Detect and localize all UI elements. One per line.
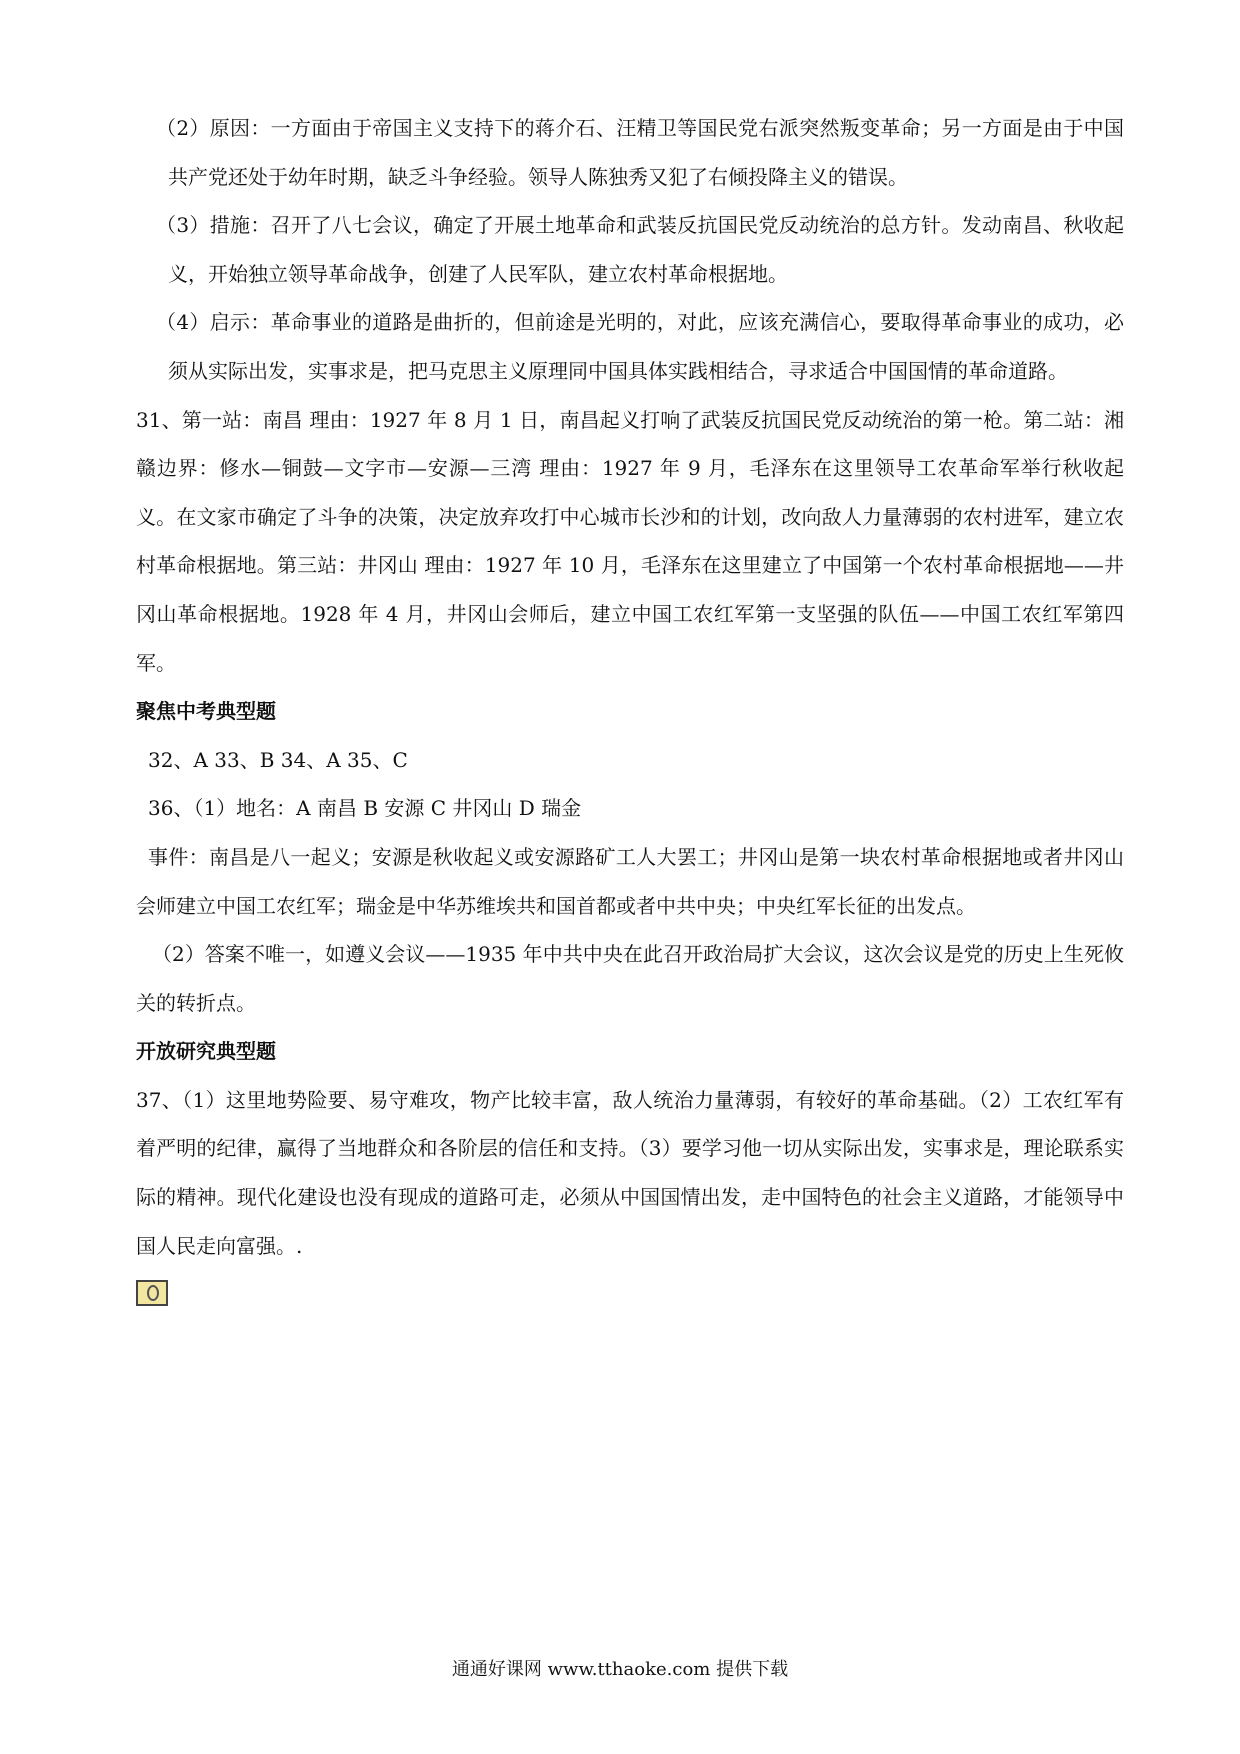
answer-36-part-2: （2）答案不唯一，如遵义会议——1935 年中共中央在此召开政治局扩大会议，这次会议是党的历史上生死攸关的转折点。 <box>136 942 1124 1015</box>
answer-part-2: （2）原因：一方面由于帝国主义支持下的蒋介石、汪精卫等国民党右派突然叛变革命；另一方面是由于中国共产党还处于幼年时期，缺乏斗争经验。领导人陈独秀又犯了右倾投降主义的错误。 <box>156 116 1124 189</box>
answer-36-part-1: 36、（1）地名：A 南昌 B 安源 C 井冈山 D 瑞金 <box>148 796 582 821</box>
answer-36-events: 事件：南昌是八一起义；安源是秋收起义或安源路矿工人大罢工；井冈山是第一块农村革命根据地或者井冈山会师建立中国工农红军；瑞金是中华苏维埃共和国首都或者中共中央；中央红军长征的出发点。 <box>136 844 1124 918</box>
embedded-object-icon[interactable] <box>136 1270 1124 1324</box>
section-heading-focus: 聚焦中考典型题 <box>136 699 276 724</box>
answer-part-3: （3）措施：召开了八七会议，确定了开展土地革命和武装反抗国民党反动统治的总方针。发动南昌、秋收起义，开始独立领导革命战争，创建了人民军队，建立农村革命根据地。 <box>156 213 1124 286</box>
section-heading-open-research: 开放研究典型题 <box>136 1039 276 1064</box>
document-body <box>136 104 1124 1324</box>
answer-part-4: （4）启示：革命事业的道路是曲折的，但前途是光明的，对此，应该充满信心，要取得革命事业的成功，必须从实际出发，实事求是，把马克思主义原理同中国具体实践相结合，寻求适合中国国情的革命道路。 <box>156 310 1124 383</box>
answer-32-35: 32、A 33、B 34、A 35、C <box>148 747 408 772</box>
page-footer: 通通好课网 www.tthaoke.com 提供下载 <box>451 1659 789 1680</box>
answer-37: 37、（1）这里地势险要、易守难攻，物产比较丰富，敌人统治力量薄弱，有较好的革命基础。（2）工农红军有着严明的纪律，赢得了当地群众和各阶层的信任和支持。（3）要学习他一切从实际出发，实事求是，理论联系实际的精神。现代化建设也没有现成的道路可走，必须从中国国情出发，走中国特色的社会主义道路，才能领导中国人民走向富强。. <box>136 1087 1124 1258</box>
answer-31: 31、第一站：南昌 理由：1927 年 8 月 1 日，南昌起义打响了武装反抗国民党反动统治的第一枪。第二站：湘赣边界：修水—铜鼓—文字市—安源—三湾 理由：1927 年 9 月，毛泽东在这里领导工农革命军举行秋收起义。在文家市确定了斗争的决策，决定放弃攻打中心城市长沙和的计划，改向敌人力量薄弱的农村进军，建立农村革命根据地。第三站：井冈山 理由：1927 年 10 月，毛泽东在这里建立了中国第一个农村革命根据地——井冈山革命根据地。1928 年 4 月，井冈山会师后，建立中国工农红军第一支坚强的队伍——中国工农红军第四军。 <box>136 407 1124 675</box>
